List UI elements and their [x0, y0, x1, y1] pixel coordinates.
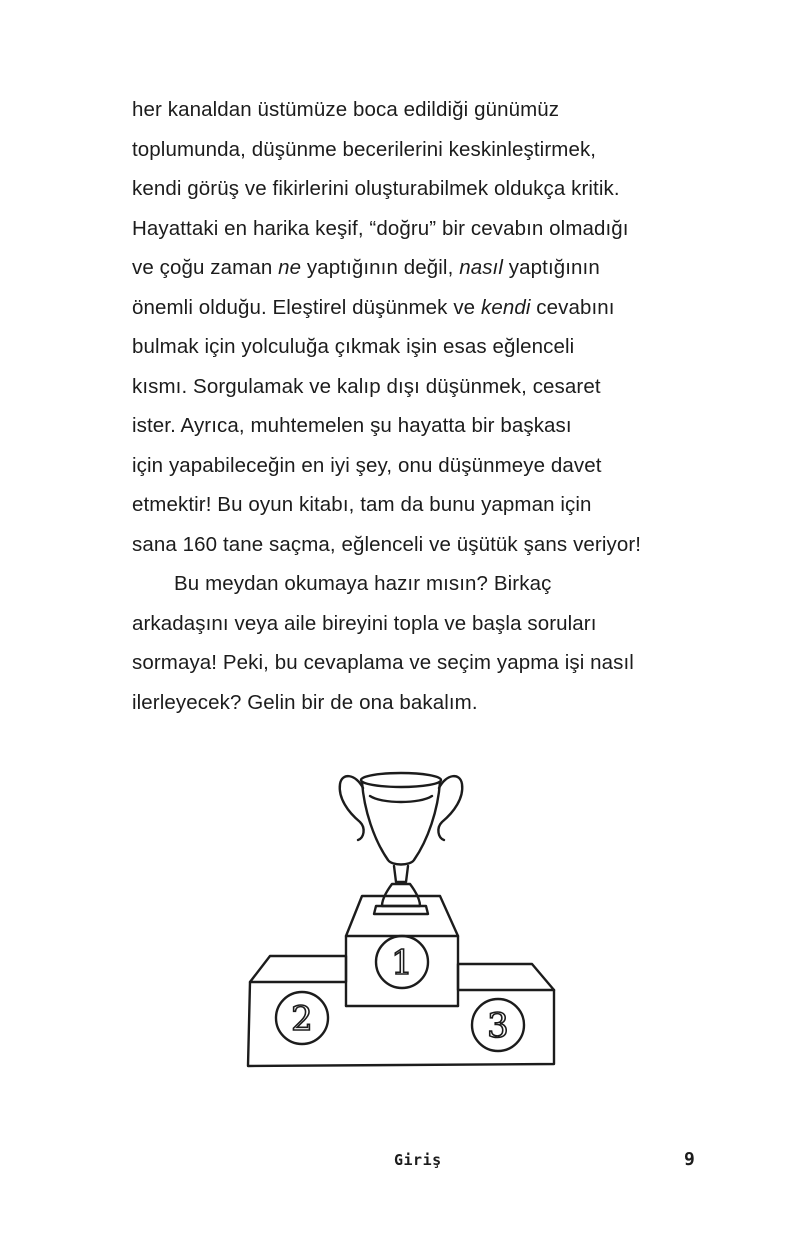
section-title: Giriş	[394, 1151, 442, 1169]
paragraph-2	[132, 564, 692, 722]
trophy-icon	[340, 773, 463, 914]
text-line: kendi görüş ve fikirlerini oluşturabilmek oldukça kritik.	[132, 177, 620, 200]
text-line: bulmak için yolculuğa çıkmak işin esas eğlenceli	[132, 335, 575, 358]
text-line: ister. Ayrıca, muhtemelen şu hayatta bir başkası	[132, 414, 572, 437]
text-line: her kanaldan üstümüze boca edildiği günümüz	[132, 98, 560, 121]
text-line: önemli olduğu. Eleştirel düşünmek ve kendi cevabını	[132, 295, 615, 319]
place-2-label: 2	[291, 999, 313, 1039]
text-line: ve çoğu zaman ne yaptığının değil, nasıl yaptığının	[132, 256, 600, 279]
text-line: Bu meydan okumaya hazır mısın? Birkaç	[174, 572, 552, 595]
italic-word: nasıl	[459, 256, 503, 279]
paragraph-1	[132, 90, 692, 564]
text-line: sormaya! Peki, bu cevaplama ve seçim yapma işi nasıl	[132, 651, 634, 674]
text-line: kısmı. Sorgulamak ve kalıp dışı düşünmek, cesaret	[132, 374, 601, 398]
trophy-podium-icon	[236, 760, 566, 1080]
text-line: toplumunda, düşünme becerilerini keskinleştirmek,	[132, 137, 597, 161]
text-line: için yapabileceğin en iyi şey, onu düşünmeye davet	[132, 453, 602, 477]
page-number: 9	[684, 1149, 695, 1170]
text-line: arkadaşını veya aile bireyini topla ve başla soruları	[132, 611, 597, 635]
text-line: sana 160 tane saçma, eğlenceli ve üşütük şans veriyor!	[132, 532, 642, 556]
text-line: Hayattaki en harika keşif, “doğru” bir cevabın olmadığı	[132, 216, 629, 240]
text-line: ilerleyecek? Gelin bir de ona bakalım.	[132, 690, 478, 714]
text-line: etmektir! Bu oyun kitabı, tam da bunu yapman için	[132, 493, 592, 516]
italic-word: ne	[278, 256, 302, 279]
italic-word: kendi	[480, 295, 531, 319]
place-1-label: 1	[391, 943, 413, 983]
body-text	[132, 90, 692, 722]
place-3-label: 3	[487, 1006, 509, 1046]
